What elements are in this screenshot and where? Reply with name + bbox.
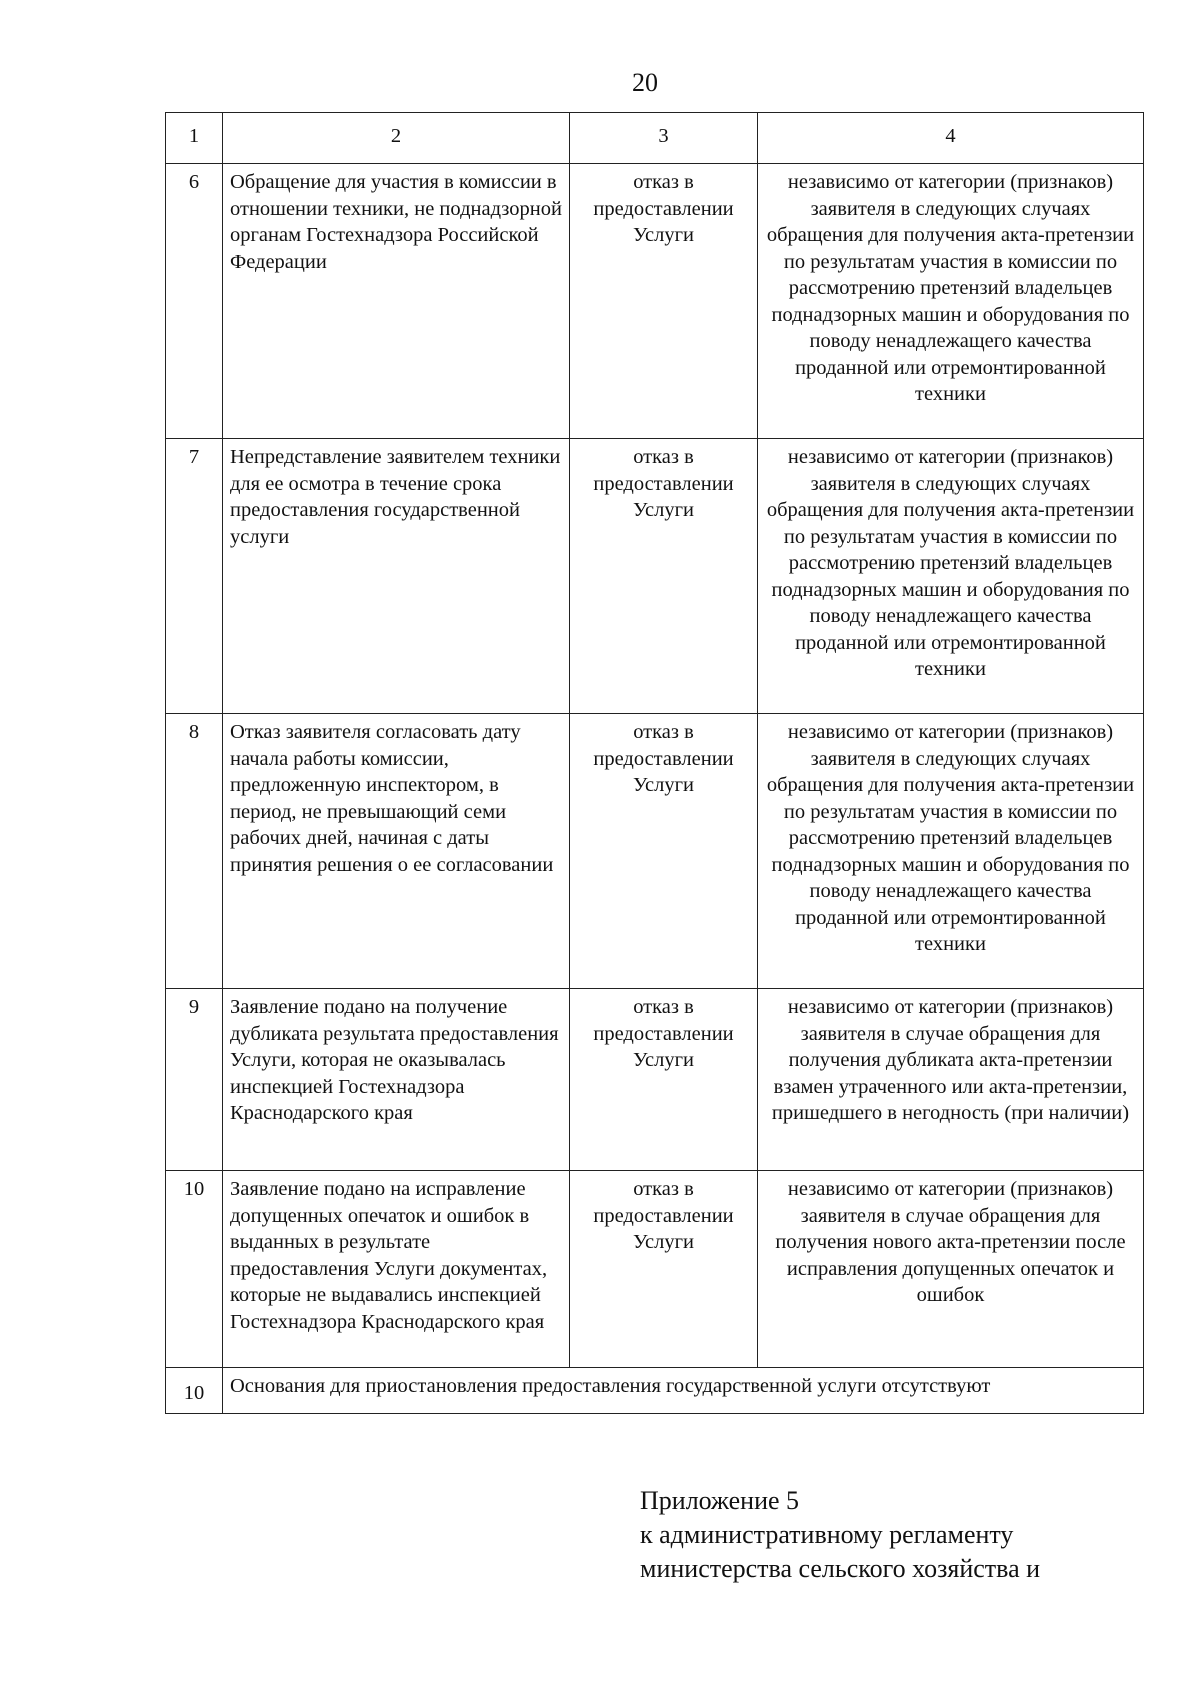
row-number: 10 — [166, 1171, 223, 1368]
appendix-heading — [640, 1484, 1040, 1586]
decision-result: отказ в предоставлении Услуги — [570, 1171, 758, 1368]
table-row — [166, 989, 1144, 1171]
refusal-reason: Заявление подано на получение дубликата результата предоставления Услуги, которая не оказывалась инспекцией Гостехнадзора Краснодарского края — [223, 989, 570, 1171]
row-number: 6 — [166, 164, 223, 439]
table-row — [166, 1171, 1144, 1368]
page-number: 20 — [632, 68, 658, 97]
refusal-reason: Отказ заявителя согласовать дату начала работы комиссии, предложенную инспектором, в период, не превышающий семи рабочих дней, начиная с даты принятия решения о ее согласовании — [223, 714, 570, 989]
refusal-reason: Заявление подано на исправление допущенных опечаток и ошибок в выданных в результате предоставления Услуги документах, которые не выдавались инспекцией Гостехнадзора Краснодарского края — [223, 1171, 570, 1368]
column-header-4: 4 — [758, 113, 1144, 164]
row-number: 7 — [166, 439, 223, 714]
applicability-condition: независимо от категории (признаков) заявителя в следующих случаях обращения для получения акта-претензии по результатам участия в комиссии по рассмотрению претензий владельцев поднадзорных машин и оборудования по поводу ненадлежащего качества проданной или отремонтированной техники — [758, 714, 1144, 989]
table-row — [166, 714, 1144, 989]
row-number: 10 — [166, 1368, 223, 1414]
column-header-3: 3 — [570, 113, 758, 164]
column-header-1: 1 — [166, 113, 223, 164]
column-header-2: 2 — [223, 113, 570, 164]
table-row-suspension — [166, 1368, 1144, 1414]
row-number: 8 — [166, 714, 223, 989]
decision-result: отказ в предоставлении Услуги — [570, 164, 758, 439]
decision-result: отказ в предоставлении Услуги — [570, 989, 758, 1171]
refusal-reason: Обращение для участия в комиссии в отношении техники, не поднадзорной органам Гостехнадзора Российской Федерации — [223, 164, 570, 439]
decision-result: отказ в предоставлении Услуги — [570, 714, 758, 989]
appendix-subtitle-line-1: к административному регламенту — [640, 1520, 1014, 1549]
applicability-condition: независимо от категории (признаков) заявителя в случае обращения для получения дубликата акта-претензии взамен утраченного или акта-претензии, пришедшего в негодность (при наличии) — [758, 989, 1144, 1171]
applicability-condition: независимо от категории (признаков) заявителя в следующих случаях обращения для получения акта-претензии по результатам участия в комиссии по рассмотрению претензий владельцев поднадзорных машин и оборудования по поводу ненадлежащего качества проданной или отремонтированной техники — [758, 164, 1144, 439]
refusal-reason: Непредставление заявителем техники для ее осмотра в течение срока предоставления государственной услуги — [223, 439, 570, 714]
row-number: 9 — [166, 989, 223, 1171]
table-row — [166, 439, 1144, 714]
suspension-note: Основания для приостановления предоставления государственной услуги отсутствуют — [223, 1368, 1144, 1414]
appendix-subtitle-line-2: министерства сельского хозяйства и — [640, 1554, 1041, 1583]
table-header-row — [166, 113, 1144, 164]
decision-result: отказ в предоставлении Услуги — [570, 439, 758, 714]
appendix-title: Приложение 5 — [640, 1486, 800, 1515]
applicability-condition: независимо от категории (признаков) заявителя в случае обращения для получения нового акта-претензии после исправления допущенных опечаток и ошибок — [758, 1171, 1144, 1368]
table-row — [166, 164, 1144, 439]
applicability-condition: независимо от категории (признаков) заявителя в следующих случаях обращения для получения акта-претензии по результатам участия в комиссии по рассмотрению претензий владельцев поднадзорных машин и оборудования по поводу ненадлежащего качества проданной или отремонтированной техники — [758, 439, 1144, 714]
grounds-table — [165, 112, 1144, 1414]
